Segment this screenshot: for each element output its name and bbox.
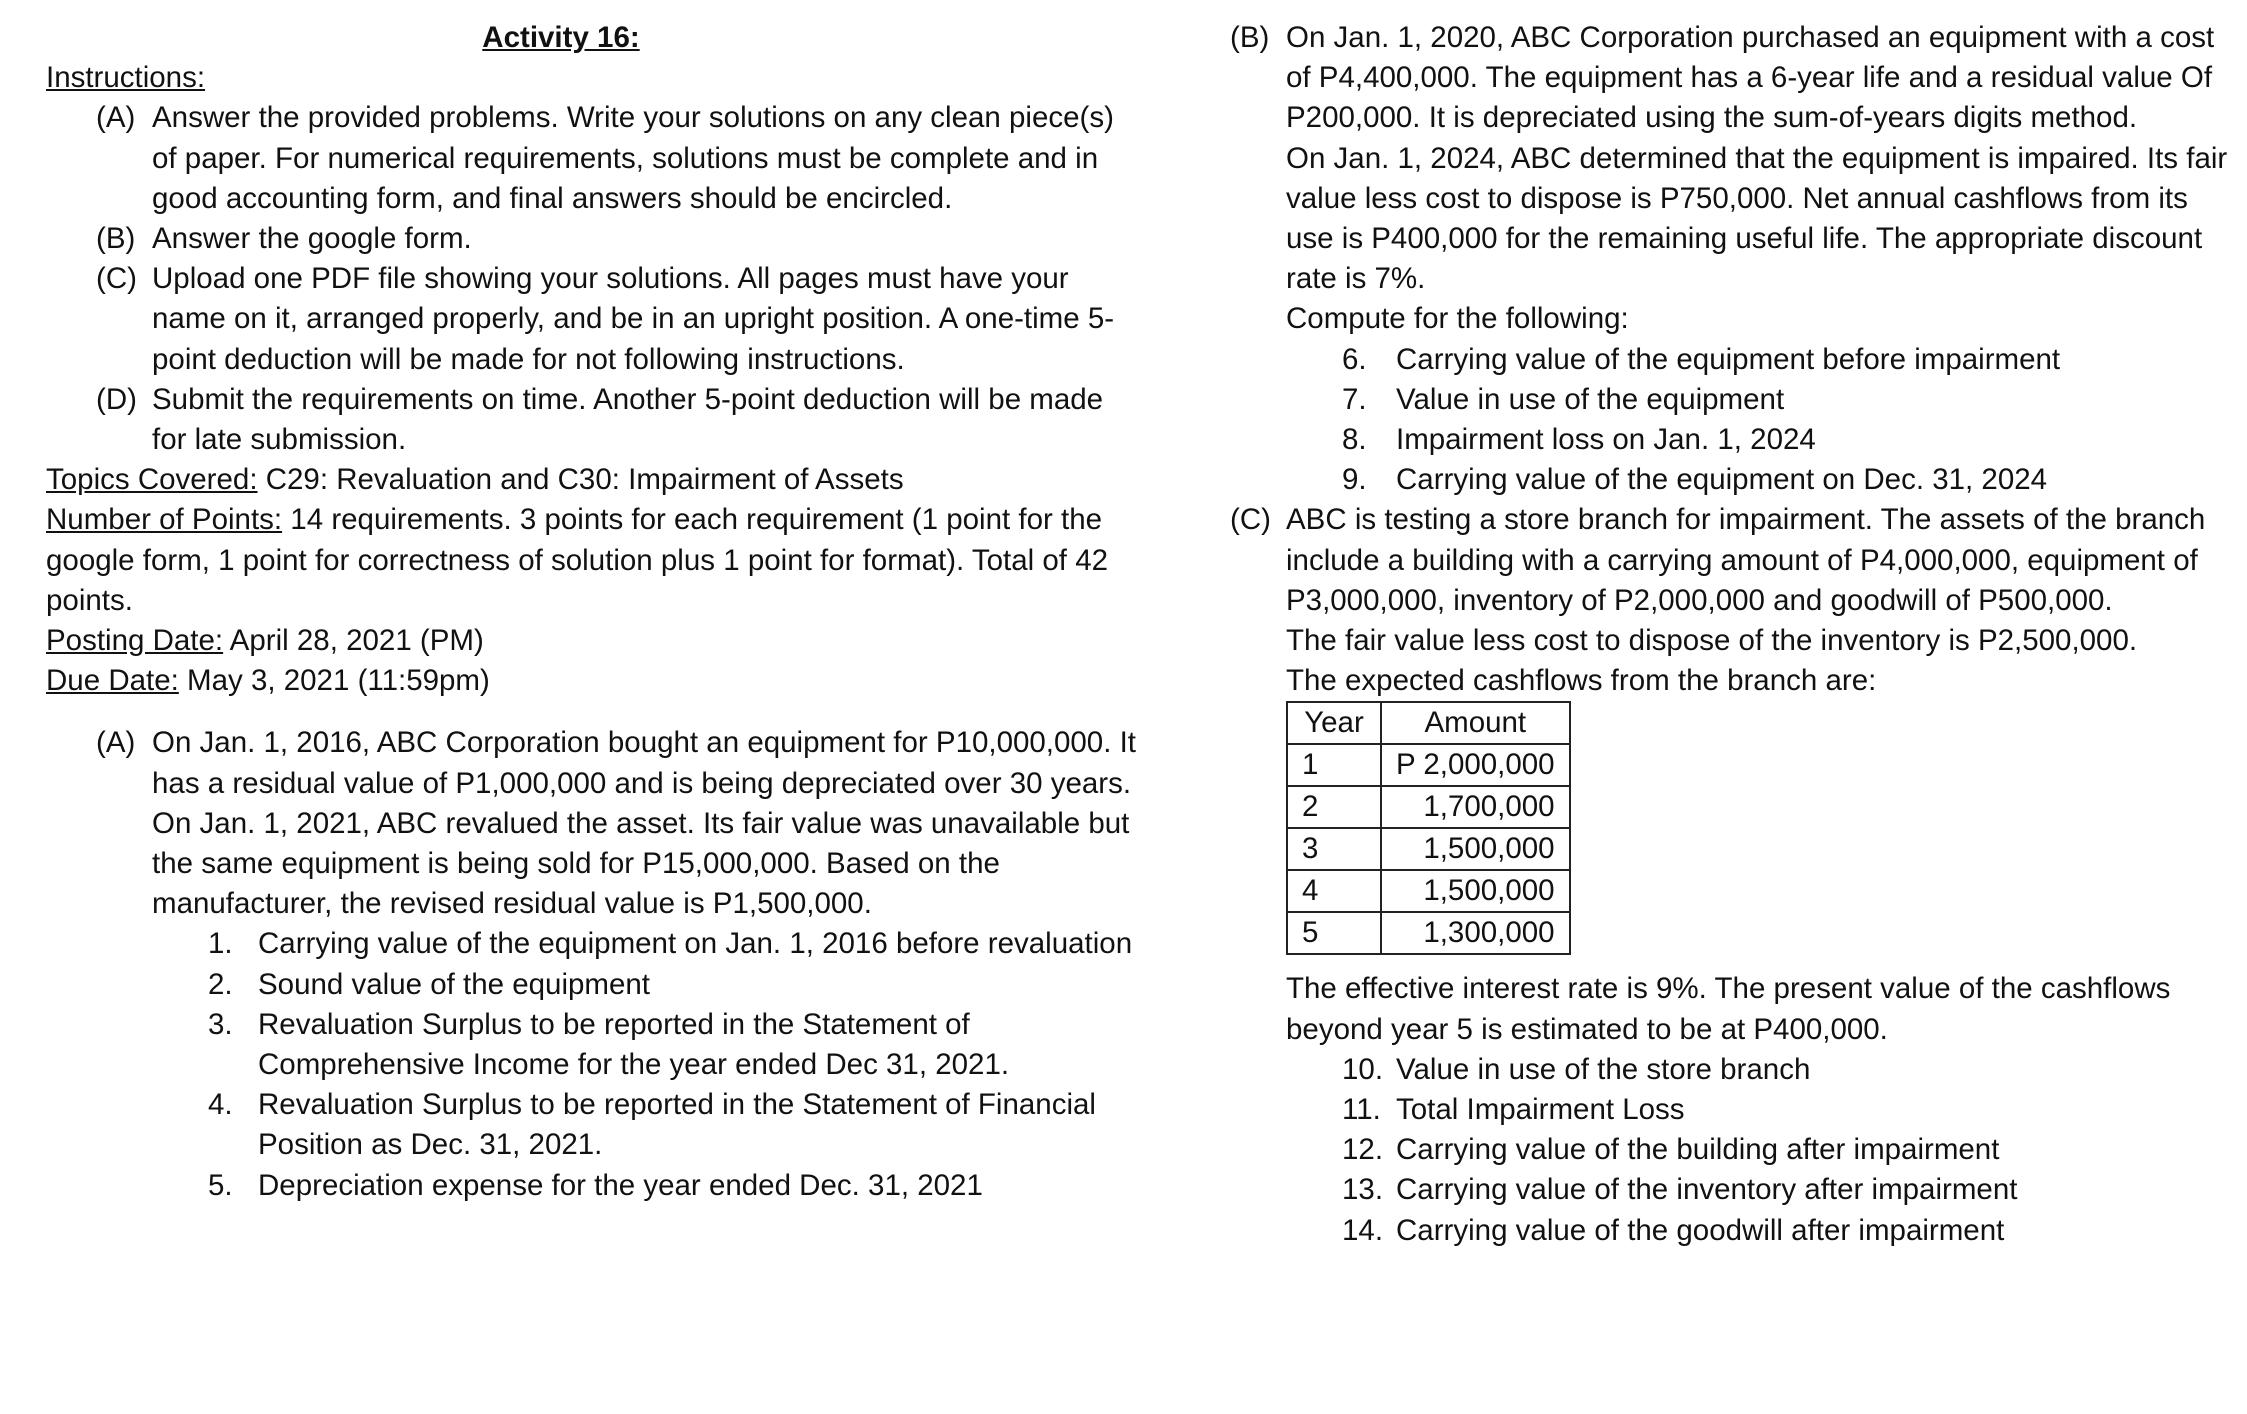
problem-b [1230,18,2230,340]
cell-year: 2 [1287,786,1381,828]
question-item [208,924,1136,964]
question-text: Impairment loss on Jan. 1, 2024 [1396,423,1816,457]
cell-amount: 1,700,000 [1381,786,1570,828]
question-item [1342,340,2230,380]
question-number: 3. [208,1007,233,1041]
question-number: 7. [1342,382,1367,416]
due-label: Due Date: [46,664,179,698]
question-number: 12. [1342,1133,1384,1167]
instruction-item [96,380,1136,460]
question-number: 5. [208,1168,233,1202]
cell-amount: 1,500,000 [1381,828,1570,870]
right-column [1230,18,2230,1251]
question-number: 6. [1342,342,1367,376]
instruction-label: (A) [96,101,136,135]
topics-label: Topics Covered: [46,463,258,497]
instruction-item [96,219,1136,259]
cell-amount: 1,500,000 [1381,870,1570,912]
question-text: Value in use of the equipment [1396,382,1785,416]
question-item [1342,380,2230,420]
cell-amount: P 2,000,000 [1381,744,1570,786]
topics-value: C29: Revaluation and C30: Impairment of Assets [257,463,904,497]
table-row [1287,786,1570,828]
question-number: 2. [208,967,233,1001]
posting-label: Posting Date: [46,624,224,658]
question-item [208,965,1136,1005]
left-column [46,18,1136,1206]
problem-a-para2: On Jan. 1, 2021, ABC revalued the asset. Its fair value was unavailable but the same equipment is being sold for P15,000,000. Based on the manufacturer, the revised residual value is P1,500,000. [152,806,1130,921]
question-text: Carrying value of the goodwill after impairment [1396,1213,2005,1247]
problem-c [1230,500,2230,1049]
instruction-text: Answer the provided problems. Write your solutions on any clean piece(s) of paper. For numerical requirements, solutions must be complete and in good accounting form, and final answers should be encircled. [152,101,1114,215]
question-text: Total Impairment Loss [1396,1093,1685,1127]
instructions-heading: Instructions: [46,61,206,95]
instruction-label: (C) [96,262,137,296]
question-text: Carrying value of the inventory after impairment [1396,1173,2018,1207]
due-value: May 3, 2021 (11:59pm) [178,664,490,698]
question-number: 10. [1342,1052,1384,1086]
question-number: 11. [1342,1093,1381,1127]
table-row [1287,912,1570,954]
problem-a-label: (A) [96,726,136,760]
number-of-points [46,500,1136,621]
table-row [1287,870,1570,912]
problem-c-para1: ABC is testing a store branch for impairment. The assets of the branch include a building with a carrying amount of P4,000,000, equipment of P3,000,000, inventory of P2,000,000 and goodwill of P500,000. [1286,503,2206,617]
instruction-item [96,98,1136,219]
question-item [208,1085,1136,1165]
problem-c-para2: The fair value less cost to dispose of the inventory is P2,500,000. [1286,624,2138,658]
question-number: 14. [1342,1213,1384,1247]
points-label: Number of Points: [46,503,283,537]
instruction-label: (D) [96,382,137,416]
question-item [1342,1050,2230,1090]
instruction-text: Answer the google form. [152,222,472,256]
question-item [1342,1211,2230,1251]
cell-year: 5 [1287,912,1381,954]
question-item [1342,1090,2230,1130]
problem-a [46,723,1136,924]
question-item [1342,420,2230,460]
question-text: Value in use of the store branch [1396,1052,1811,1086]
question-number: 4. [208,1088,233,1122]
question-text: Sound value of the equipment [258,967,650,1001]
spacer [1286,955,2230,969]
table-header-row [1287,702,1570,744]
due-date [46,661,1136,701]
question-number: 8. [1342,423,1367,457]
question-item [1342,460,2230,500]
instruction-label: (B) [96,222,136,256]
problem-a-para1: On Jan. 1, 2016, ABC Corporation bought an equipment for P10,000,000. It has a residual value of P1,000,000 and is being depreciated over 30 years. [152,726,1137,800]
posting-date [46,621,1136,661]
cell-year: 4 [1287,870,1381,912]
problem-b-para1: On Jan. 1, 2020, ABC Corporation purchased an equipment with a cost of P4,400,000. The equipment has a 6-year life and a residual value Of P200,000. It is depreciated using the sum-of-years digits method. [1286,21,2215,135]
problem-c-questions [1230,1050,2230,1251]
problem-a-questions [46,924,1136,1205]
question-item [1342,1130,2230,1170]
page-title: Activity 16: [482,21,640,54]
instruction-text: Upload one PDF file showing your solutions. All pages must have your name on it, arranged properly, and be in an upright position. A one-time 5-point deduction will be made for not following instructions. [152,262,1115,376]
column-header-year: Year [1287,702,1381,744]
problem-a-body [96,723,1136,924]
question-item [208,1166,1136,1206]
instruction-item [96,259,1136,380]
problem-c-label: (C) [1230,503,1271,537]
cell-year: 1 [1287,744,1381,786]
problem-a-text [152,723,1136,924]
question-number: 13. [1342,1173,1384,1207]
question-text: Carrying value of the building after impairment [1396,1133,2000,1167]
question-item [208,1005,1136,1085]
points-value: 14 requirements. 3 points for each requirement (1 point for the google form, 1 point for correctness of solution plus 1 point for format). Total of 42 points. [46,503,1109,617]
problem-b-questions [1230,340,2230,501]
table-row [1287,828,1570,870]
cell-amount: 1,300,000 [1381,912,1570,954]
cashflow-table [1286,701,1571,955]
instructions-list [46,98,1136,460]
question-text: Carrying value of the equipment on Dec. 31, 2024 [1396,463,2048,497]
question-text: Revaluation Surplus to be reported in the Statement of Comprehensive Income for the year ended Dec 31, 2021. [258,1007,1010,1082]
problem-b-text [1286,18,2230,340]
question-text: Carrying value of the equipment on Jan. 1, 2016 before revaluation [258,927,1133,961]
question-text: Carrying value of the equipment before impairment [1396,342,2061,376]
problem-b-para2: On Jan. 1, 2024, ABC determined that the equipment is impaired. Its fair value less cost to dispose is P750,000. Net annual cashflows from its use is P400,000 for the remaining useful life. The appropriate discount rate is 7%. [1286,141,2228,296]
instruction-text: Submit the requirements on time. Another 5-point deduction will be made for late submission. [152,382,1104,457]
problem-b-para3: Compute for the following: [1286,302,1629,336]
question-item [1342,1170,2230,1210]
column-header-amount: Amount [1381,702,1570,744]
problem-c-para3: The expected cashflows from the branch are: [1286,664,1877,698]
question-text: Depreciation expense for the year ended Dec. 31, 2021 [258,1168,983,1202]
question-number: 9. [1342,463,1367,497]
problem-b-label: (B) [1230,21,1270,54]
question-number: 1. [208,927,233,961]
topics-covered [46,460,1136,500]
posting-value: April 28, 2021 (PM) [223,624,484,658]
problem-c-text [1286,500,2230,1049]
table-row [1287,744,1570,786]
cell-year: 3 [1287,828,1381,870]
question-text: Revaluation Surplus to be reported in the Statement of Financial Position as Dec. 31, 2021. [258,1088,1096,1162]
problem-c-para4: The effective interest rate is 9%. The present value of the cashflows beyond year 5 is estimated to be at P400,000. [1286,972,2171,1046]
